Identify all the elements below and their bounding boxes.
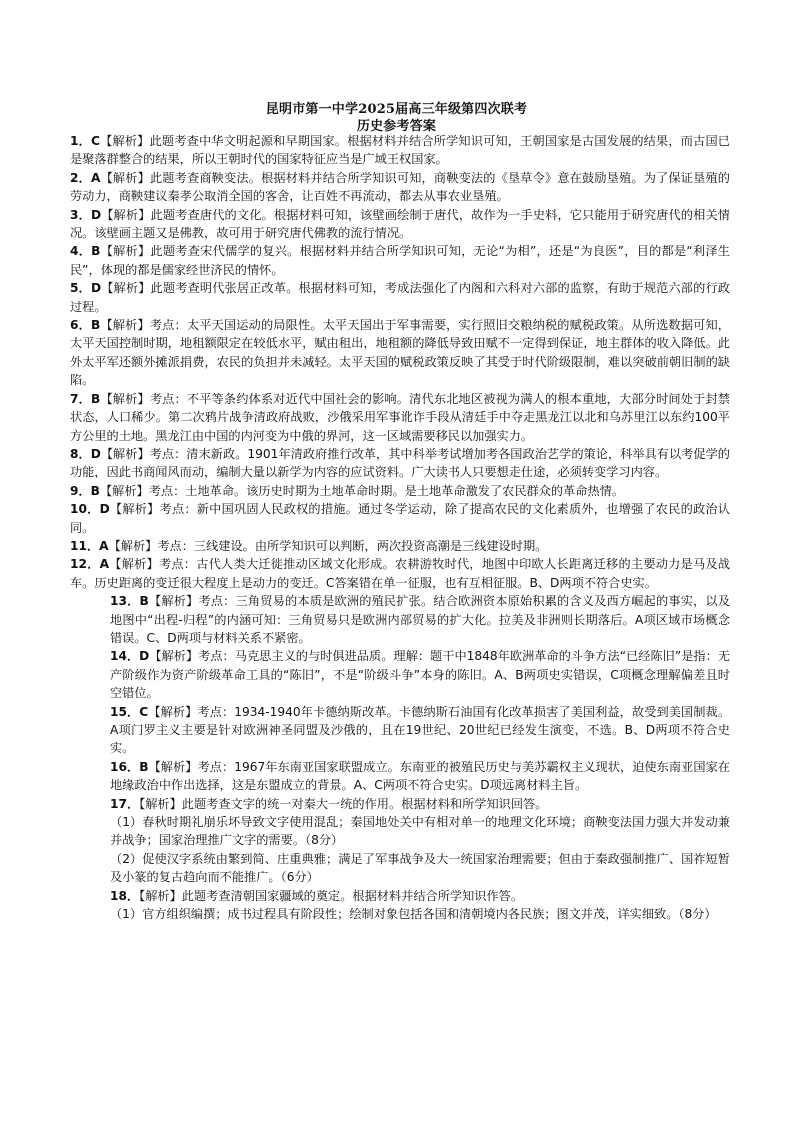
answer-text: 【解析】考点：清末新政。1901年清政府推行改革，其中科举考试增加考各国政治艺学的策论，科举具有以考促学的功能，因此书商闻风而动，编制大量以新学为内容的应试资料。广大读书人只要想走仕途，必须转变学习内容。 [70,446,730,480]
document-title: 昆明市第一中学2025届高三年级第四次联考 [265,102,528,117]
answer-number: 3．D [70,207,102,222]
answer-item-4 [70,242,730,279]
answer-text: 【解析】此题考查宋代儒学的复兴。根据材料并结合所学知识可知，无论“为相”，还是“为良医”，目的都是“利泽生民”，体现的都是儒家经世济民的情怀。 [70,244,730,277]
answer-number: 16．B [110,759,149,774]
answer-item-8 [70,445,730,482]
answer-number: 7．B [70,391,101,406]
answer-item-2 [70,169,730,206]
answer-number: 15．C [110,704,149,719]
answer-text: 【解析】考点：马克思主义的与时俱进品质。理解：题干中1848年欧洲革命的斗争方法“已经陈旧”是指：无产阶级作为资产阶级革命工具的“陈旧”，不是“阶级斗争”本身的陈旧。A、B两项史实错误，C项概念理解偏差且时空错位。 [110,649,731,701]
answer-item-17-part-2 [70,850,730,887]
answer-text: 【解析】考点：新中国巩固人民政权的措施。通过冬学运动，除了提高农民的文化素质外，也增强了农民的政治认同。 [70,502,730,535]
answer-text: 【解析】此题考查明代张居正改革。根据材料可知，考成法强化了内阁和六科对六部的监察，有助于规范六部的行政过程。 [70,281,730,314]
answer-number: 1．C [70,134,100,148]
answer-text: 【解析】考点：太平天国运动的局限性。太平天国出于军事需要，实行照旧交粮纳税的赋税政策。从所选数据可知，太平天国控制时期，地租额限定在较低水平，赋由租出，地租额的降低导致田赋不一定得到保证，地主群体的收入降低。此外太平军还额外摊派捐费，农民的负担并未减轻。太平天国的赋税政策反映了其受于时代阶级限制，难以突破前朝旧制的缺陷。 [70,318,730,388]
answer-text: 【解析】考点：土地革命。该历史时期为土地革命时期。是土地革命激发了农民群众的革命热情。 [99,483,625,498]
answer-number: 6．B [70,318,101,333]
answer-item-14 [70,647,730,702]
answer-item-18-part-1 [70,905,730,923]
answer-item-3 [70,206,730,243]
answer-number: 10．D [70,502,110,517]
document-subtitle: 历史参考答案 [356,119,437,134]
answer-number: 2．A [70,170,101,185]
answer-item-17 [70,795,730,813]
answer-item-12 [70,555,730,592]
answer-list [70,132,730,923]
answer-number: 14．D [110,649,150,664]
answer-item-1 [70,132,730,169]
answer-text: 【解析】考点：1934-1940年卡德纳斯改革。卡德纳斯石油国有化改革损害了美国利益，故受到美国制裁。A项门罗主义主要是针对欧洲神圣同盟及沙俄的，且在19世纪、20世纪已经发生演变，不选。B、D两项不符合史实。 [110,704,731,756]
answer-text: （1）官方组织编撰；成书过程具有阶段性；绘制对象包括各国和清朝境内各民族；图文并茂，详实细致。（8分） [110,907,717,922]
answer-number: 9．B [70,483,100,498]
answer-number: 13．B [110,594,149,609]
answer-text: 【解析】考点：三角贸易的本质是欧洲的殖民扩张。结合欧洲资本原始积累的含义及西方崛起的事实，以及地图中“出程-归程”的内涵可知：三角贸易只是欧洲内部贸易的扩大化。拉美及非洲则长期落后。A项区域市场概念错误。C、D两项与材料关系不紧密。 [110,594,731,645]
answer-text: （1）春秋时期礼崩乐坏导致文字使用混乱；秦国地处关中有相对单一的地理文化环境；商鞅变法国力强大并发动兼并战争；国家治理推广文字的需要。（8分） [110,815,730,848]
answer-text: （2）促使汉字系统由繁到简、庄重典雅；满足了军事战争及大一统国家治理需要；但由于秦政强制推广、国祚短暂及小篆的复古趋向而不能推广。（6分） [110,851,730,885]
answer-number: 17． [110,796,140,811]
answer-text: 【解析】考点：1967年东南亚国家联盟成立。东南亚的被殖民历史与美苏霸权主义现状，迫使东南亚国家在地缘政治中作出选择，这是东盟成立的背景。A、C两项不符合史实。D项远离材料主旨。 [110,759,731,793]
answer-text: 【解析】考点：古代人类大迁徙推动区域文化形成。农耕游牧时代，地图中印欧人长距离迁移的主要动力是马及战车。历史距离的变迁很大程度上是动力的变迁。C答案错在单一征服，也有互相征服。B、D两项不符合史实。 [70,557,730,590]
answer-number: 12．A [70,557,110,572]
answer-number: 5．D [70,281,102,296]
answer-item-18 [70,887,730,905]
answer-item-6 [70,316,730,390]
answer-text: 【解析】此题考查商鞅变法。根据材料并结合所学知识可知，商鞅变法的《垦草令》意在鼓励垦殖。为了保证垦殖的劳动力，商鞅建议秦孝公取消全国的客舍，让百姓不再流动，都去从事农业垦殖。 [70,170,730,204]
answer-text: 【解析】此题考查清朝国家疆域的奠定。根据材料并结合所学知识作答。 [139,888,524,903]
answer-item-5 [70,279,730,316]
answer-text: 【解析】考点：三线建设。由所学知识可以判断，两次投资高潮是三线建设时期。 [108,538,548,553]
answer-item-16 [70,758,730,795]
answer-item-13 [70,592,730,647]
answer-number: 11．A [70,538,109,553]
answer-text: 【解析】此题考查唐代的文化。根据材料可知，该壁画绘制于唐代，故作为一手史料，它只能用于研究唐代的相关情况。该壁画主题又是佛教，故可用于研究唐代佛教的流行情况。 [70,207,730,241]
answer-item-7 [70,390,730,445]
answer-text: 【解析】此题考查中华文明起源和早期国家。根据材料并结合所学知识可知，王朝国家是古国发展的结果，而古国已是聚落群整合的结果，所以王朝时代的国家特征应当是广域王权国家。 [70,134,730,167]
answer-item-10 [70,500,730,537]
answer-item-17-part-1 [70,813,730,850]
answer-number: 18． [110,888,140,903]
answer-item-11 [70,537,730,555]
answer-number: 4．B [70,244,101,259]
answer-item-15 [70,703,730,758]
answer-text: 【解析】考点：不平等条约体系对近代中国社会的影响。清代东北地区被视为满人的根本重地，大部分时间处于封禁状态，人口稀少。第二次鸦片战争清政府战败，沙俄采用军事讹诈手段从清廷手中夺走黑龙江以北和乌苏里江以东约100平方公里的土地。黑龙江由中国的内河变为中俄的界河，这一区域需要移民以加强实力。 [70,391,730,443]
answer-number: 8．D [70,446,101,461]
answer-text: 【解析】此题考查文字的统一对秦大一统的作用。根据材料和所学知识回答。 [139,796,548,811]
answer-item-9 [70,482,730,500]
